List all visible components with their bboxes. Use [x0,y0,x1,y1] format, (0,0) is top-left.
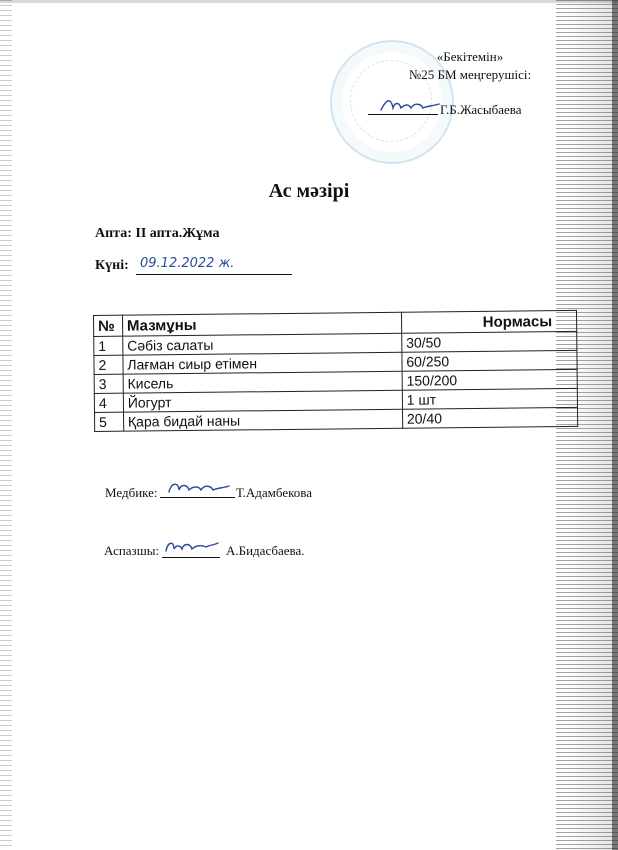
scan-artifact-right-edge [612,0,618,850]
table-row [95,407,578,431]
approval-role: №25 БМ меңгерушісі: [408,67,532,82]
director-signature [377,94,447,116]
nurse-signature-line [160,497,235,498]
row-norm: 1 шт [402,388,577,409]
row-content: Сәбіз салаты [123,333,402,355]
row-norm: 60/250 [402,350,577,371]
header-norm: Нормасы [401,310,576,333]
row-number: 4 [94,393,123,412]
cook-signature [162,537,220,557]
nurse-label: Медбике: [105,485,158,500]
cook-signature-line [162,557,220,558]
cook-label: Аспазшы: [104,543,160,558]
row-number: 2 [94,355,123,374]
header-content: Мазмұны [122,312,401,336]
menu-table [93,310,578,432]
row-content: Йогурт [123,390,402,412]
director-signature-line [368,114,438,115]
approval-heading: «Бекітемін» [436,49,504,64]
week-line: Апта: ІІ апта.Жұма [95,226,220,241]
document-title: Ас мәзірі [268,180,350,202]
date-value: 09.12.2022 ж. [140,256,235,271]
date-label: Күні: [95,258,129,273]
row-norm: 30/50 [402,331,577,352]
row-content: Қара бидай наны [123,409,402,431]
cook-name: А.Бидасбаева. [226,543,305,558]
date-underline [136,274,292,275]
row-number: 3 [94,374,123,393]
row-content: Кисель [123,371,402,393]
row-number: 5 [95,412,124,431]
nurse-signature [163,478,233,498]
row-norm: 20/40 [402,407,577,428]
row-norm: 150/200 [402,369,577,390]
row-number: 1 [94,336,123,355]
row-content: Лағман сиыр етімен [123,352,402,374]
nurse-name: Т.Адамбекова [236,485,312,500]
scan-artifact-left [0,0,12,850]
scan-artifact-top [0,0,618,3]
header-number: № [94,315,123,336]
approval-block [360,48,580,84]
director-name: Г.Б.Жасыбаева [440,102,522,117]
